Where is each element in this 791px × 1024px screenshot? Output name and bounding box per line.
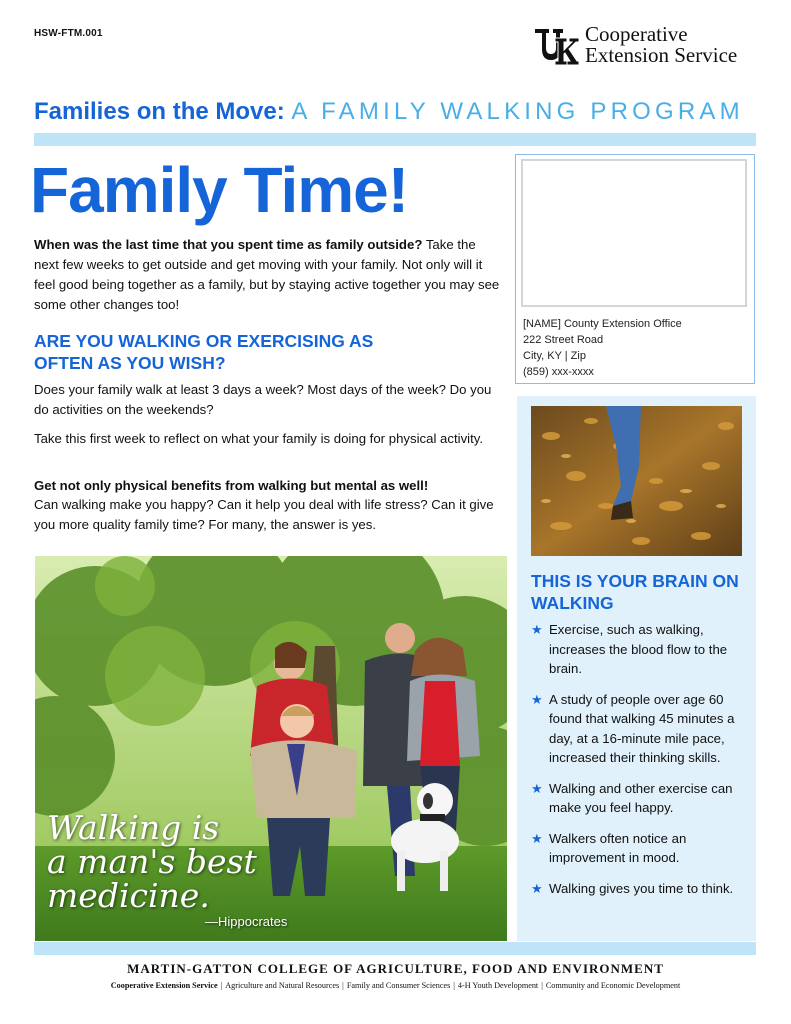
top-band-divider <box>34 133 756 146</box>
brain-facts-list <box>531 620 751 909</box>
list-item: ★ A study of people over age 60 found that walking 45 minutes a day, at a 16-minute mile pace, increased their thinking skills. <box>531 691 735 765</box>
brain-heading: THIS IS YOUR BRAIN ON WALKING <box>531 571 739 613</box>
list-item: ★ Walking gives you time to think. <box>531 879 751 899</box>
footer-units: Cooperative Extension Service | Agriculture and Natural Resources | Family and Consumer Sciences | 4-H Youth Development | Community and Economic Development <box>110 981 681 990</box>
brain-sidebar <box>517 396 756 941</box>
footer-unit: Cooperative Extension Service <box>110 981 218 990</box>
list-item: ★ Walkers often notice an improvement in mood. <box>531 830 687 865</box>
program-subtitle: A FAMILY WALKING PROGRAM <box>291 98 744 125</box>
document-id: HSW-FTM.001 <box>34 28 103 39</box>
leaves-walking-photo <box>531 406 742 556</box>
list-item: ★ Walking and other exercise can make you feel happy. <box>531 780 733 815</box>
star-bullet-icon: ★ <box>531 691 543 707</box>
uk-extension-logo <box>533 24 763 70</box>
college-name: MARTIN-GATTON COLLEGE OF AGRICULTURE, FOOD AND ENVIRONMENT <box>127 961 664 976</box>
intro-text: Take the next few weeks to get outside and get moving with your family. Not only will it feel good being together as a family, but by staying active together you may see some other changes too! <box>34 237 500 312</box>
intro-question: When was the last time that you spent time as family outside? <box>34 237 423 252</box>
footer-unit: 4-H Youth Development <box>457 981 539 990</box>
walking-paragraph-1: Does your family walk at least 3 days a week? Most days of the week? Do you do activities on the weekends? <box>34 382 492 417</box>
quote-attribution: —Hippocrates <box>205 914 288 929</box>
program-title <box>34 98 744 126</box>
photo-quote: Walking is a man's best medicine. <box>47 808 257 915</box>
program-name: Families on the Move: <box>34 98 285 125</box>
office-city: City, KY | Zip <box>523 350 586 362</box>
star-bullet-icon: ★ <box>531 830 543 846</box>
uk-logo-icon <box>533 26 579 66</box>
footer-unit: Community and Economic Development <box>545 981 681 990</box>
star-bullet-icon: ★ <box>531 880 543 896</box>
office-photo-placeholder <box>521 159 747 307</box>
page-title: Family Time! <box>30 154 409 226</box>
logo-line-1: Cooperative <box>585 22 688 46</box>
walking-heading: ARE YOU WALKING OR EXERCISING AS OFTEN AS YOU WISH? <box>34 331 374 373</box>
family-walking-photo <box>35 556 507 941</box>
bottom-band-divider <box>34 942 756 955</box>
walking-paragraph-2: Take this first week to reflect on what your family is doing for physical activity. <box>34 431 484 446</box>
office-street: 222 Street Road <box>523 334 604 346</box>
logo-line-2: Extension Service <box>585 43 738 67</box>
star-bullet-icon: ★ <box>531 780 543 796</box>
star-bullet-icon: ★ <box>531 622 543 637</box>
footer-unit: Family and Consumer Sciences <box>346 981 451 990</box>
intro-section <box>34 235 504 315</box>
office-address <box>523 316 682 380</box>
office-name: [NAME] County Extension Office <box>523 318 682 330</box>
footer-unit: Agriculture and Natural Resources <box>225 981 340 990</box>
benefits-heading: Get not only physical benefits from walking but mental as well! <box>34 478 429 493</box>
office-phone: (859) xxx-xxxx <box>523 366 594 378</box>
walking-paragraph-3: Can walking make you happy? Can it help you deal with life stress? Can it give you more quality family time? For many, the answer is yes. <box>34 497 494 532</box>
office-box <box>515 154 755 384</box>
list-item: ★ Exercise, such as walking, increases the blood flow to the brain. <box>531 622 728 676</box>
